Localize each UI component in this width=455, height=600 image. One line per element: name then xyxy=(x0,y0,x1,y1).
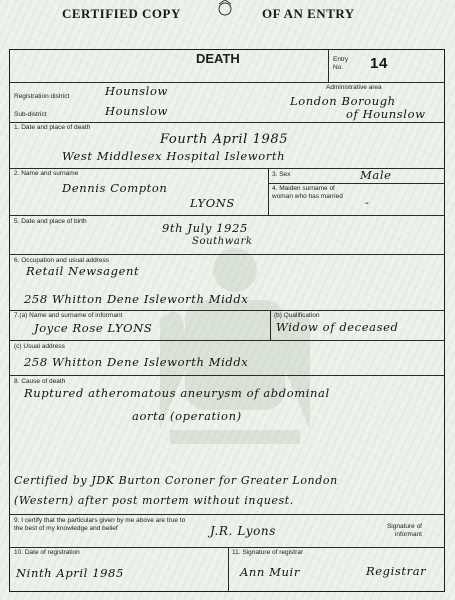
certification-line-1: Certified by JDK Burton Coroner for Greater London xyxy=(14,474,338,487)
entry-no-label: Entry No. xyxy=(333,56,349,71)
informant-signature: J.R. Lyons xyxy=(210,524,277,538)
occupation-address-label: 6. Occupation and usual address xyxy=(14,257,110,264)
signature-informant-label: Signature of informant xyxy=(386,523,422,538)
administrative-area-line1: London Borough xyxy=(290,94,396,108)
qualification-value: Widow of deceased xyxy=(276,320,399,334)
usual-address-value: 258 Whitton Dene Isleworth Middx xyxy=(24,292,249,306)
date-of-death: Fourth April 1985 xyxy=(160,132,289,147)
maiden-surname-value: - xyxy=(365,195,370,209)
registration-district-value: Hounslow xyxy=(105,84,168,98)
sub-district-label: Sub-district xyxy=(14,111,47,118)
entry-number: 14 xyxy=(370,55,388,72)
place-of-death: West Middlesex Hospital Isleworth xyxy=(62,149,286,163)
administrative-area-label: Administrative area xyxy=(326,84,382,91)
header-certified-copy: CERTIFIED COPY xyxy=(62,6,181,21)
date-place-death-label: 1. Date and place of death xyxy=(14,124,91,131)
informant-address-value: 258 Whitton Dene Isleworth Middx xyxy=(24,355,249,369)
maiden-surname-label: 4. Maiden surname of woman who has married xyxy=(272,185,343,200)
sex-value: Male xyxy=(360,168,392,182)
date-of-birth: 9th July 1925 xyxy=(162,221,248,235)
place-of-birth: Southwark xyxy=(192,236,253,247)
sub-district-value: Hounslow xyxy=(105,104,168,118)
cause-line-1: Ruptured atheromatous aneurysm of abdominal xyxy=(24,386,330,400)
administrative-area-line2: of Hounslow xyxy=(346,107,426,121)
certification-line-2: (Western) after post mortem without inquest. xyxy=(14,494,294,507)
registrar-title: Registrar xyxy=(366,564,427,578)
cause-line-2: aorta (operation) xyxy=(132,409,242,423)
registrar-signature-label: 11. Signature of registrar xyxy=(232,549,304,556)
royal-crest-icon xyxy=(214,0,236,18)
deceased-given-names: Dennis Compton xyxy=(62,181,168,195)
occupation-value: Retail Newsagent xyxy=(26,264,140,278)
date-registration-label: 10. Date of registration xyxy=(14,549,80,556)
deceased-surname: LYONS xyxy=(190,196,235,210)
date-registration-value: Ninth April 1985 xyxy=(16,566,124,580)
registrar-signature: Ann Muir xyxy=(240,565,300,579)
registration-district-label: Registration district xyxy=(14,93,70,100)
date-place-birth-label: 5. Date and place of birth xyxy=(14,218,87,225)
name-surname-label: 2. Name and surname xyxy=(14,170,79,177)
header-of-an-entry: OF AN ENTRY xyxy=(262,6,355,21)
informant-name-value: Joyce Rose LYONS xyxy=(34,321,153,335)
sex-label: 3. Sex xyxy=(272,171,291,178)
cause-of-death-label: 8. Cause of death xyxy=(14,378,66,385)
informant-certify-label: 9. I certify that the particulars given by me above are true to the best of my knowledge and belief xyxy=(14,517,186,532)
informant-name-label: 7.(a) Name and surname of informant xyxy=(14,312,123,319)
qualification-label: (b) Qualification xyxy=(274,312,320,319)
informant-address-label: (c) Usual address xyxy=(14,343,65,350)
register-title: DEATH xyxy=(196,51,240,66)
